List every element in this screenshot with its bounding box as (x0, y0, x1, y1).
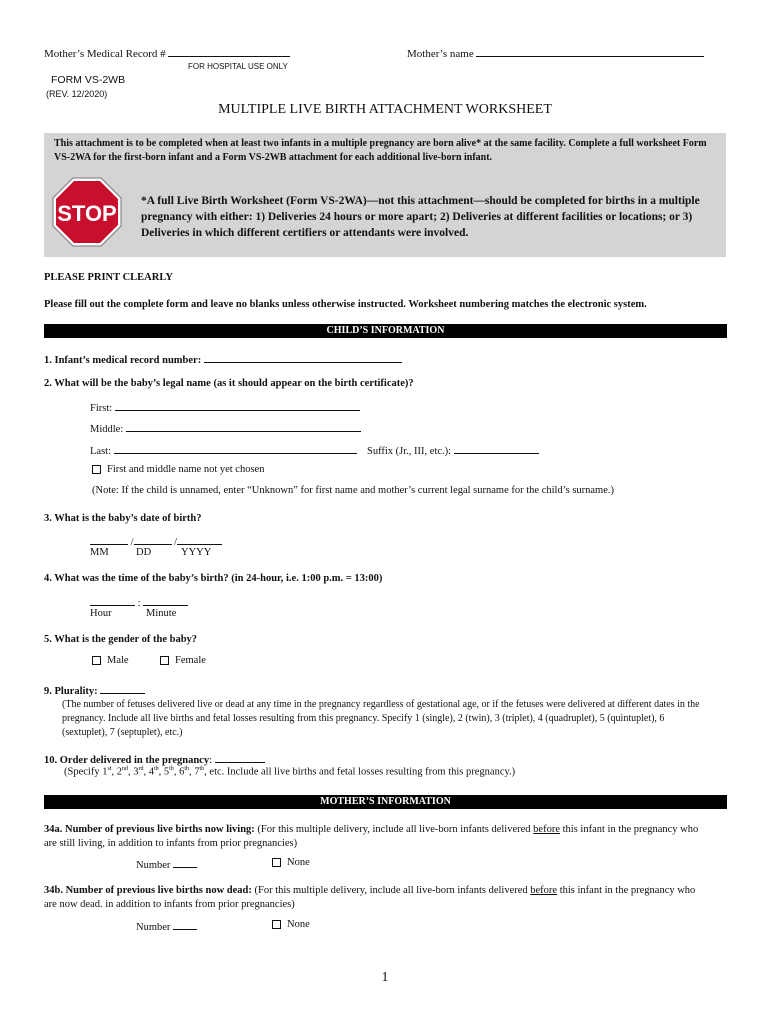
time-fields: : (90, 595, 188, 609)
notice-intro: This attachment is to be completed when at least two infants in a multiple pregnancy are born alive* at the same facility. Complete a full worksheet Form VS-2WA for the first-born infant and a Form VS-2WB attachment for each additional live-born infant. (54, 138, 707, 163)
plurality-help: (The number of fetuses delivered live or dead at any time in the pregnancy regardless of gestational age, or if the fetuses were delivered at different dates in the pregnancy. Include all live births and fetal losses resulting from this pregnancy. Specify 1 (single), 2 (twin), 3 (triplet), 4 (quadruplet), 5 (quintuplet), 6 (sextuplet), 7 (septuplet), etc.) (62, 699, 700, 738)
q34a-text: 34a. Number of previous live births now living: (For this multiple delivery, include all live-born infants delivered before this infant in the pregnancy who are still living, in addition to infants from prior pregnancies) (44, 824, 699, 849)
infant-record-number-field[interactable] (204, 352, 402, 363)
suffix-field[interactable] (454, 443, 539, 454)
q10-label: 10. Order delivered in the pregnancy: (44, 752, 265, 766)
q34b-number-field[interactable] (173, 919, 197, 930)
q34a-none-option: None (272, 857, 310, 868)
page-number: 1 (381, 970, 389, 985)
q2-label: 2. What will be the baby’s legal name (as it should appear on the birth certificate)? (44, 378, 414, 389)
stop-sign-text: STOP (57, 201, 117, 226)
q34b-none-option: None (272, 919, 310, 930)
not-chosen-checkbox[interactable] (92, 465, 101, 474)
q34b-number-row: Number (136, 919, 197, 933)
date-day-caption: DD (136, 547, 152, 558)
male-checkbox[interactable] (92, 656, 101, 665)
mother-section-heading: MOTHER’S INFORMATION (44, 795, 727, 809)
gender-male-option: Male (92, 655, 129, 666)
stop-sign-icon (51, 176, 123, 248)
birth-hour-field[interactable] (90, 595, 135, 606)
birth-day-field[interactable] (134, 534, 172, 545)
medical-record-label: Mother’s Medical Record # (44, 46, 290, 60)
q3-label: 3. What is the baby’s date of birth? (44, 513, 202, 524)
medical-record-field[interactable] (168, 46, 290, 57)
form-revision: (REV. 12/2020) (46, 89, 108, 99)
suffix-row: Suffix (Jr., III, etc.): (367, 443, 539, 457)
birth-year-field[interactable] (177, 534, 222, 545)
order-help: (Specify 1st, 2nd, 3rd, 4th, 5th, 6th, 7th, etc. Include all live births and fetal losses resulting from this pregnancy.) (64, 766, 516, 778)
form-id: FORM VS-2WB (51, 74, 126, 86)
page-title: MULTIPLE LIVE BIRTH ATTACHMENT WORKSHEET (218, 102, 552, 117)
gender-female-option: Female (160, 655, 206, 666)
q34a-number-row: Number (136, 857, 197, 871)
time-minute-caption: Minute (146, 608, 177, 619)
birth-month-field[interactable] (90, 534, 128, 545)
print-clearly: PLEASE PRINT CLEARLY (44, 272, 173, 283)
plurality-field[interactable] (100, 683, 145, 694)
hospital-use-note: FOR HOSPITAL USE ONLY (188, 62, 288, 71)
q34a-none-checkbox[interactable] (272, 858, 281, 867)
female-checkbox[interactable] (160, 656, 169, 665)
last-name-row: Last: (90, 443, 357, 457)
child-section-heading: CHILD’S INFORMATION (44, 324, 727, 338)
fill-out-instructions: Please fill out the complete form and leave no blanks unless otherwise instructed. Worksheet numbering matches the electronic system. (44, 299, 647, 310)
q34b-none-checkbox[interactable] (272, 920, 281, 929)
date-month-caption: MM (90, 547, 109, 558)
q4-label: 4. What was the time of the baby’s birth? (in 24-hour, i.e. 1:00 p.m. = 13:00) (44, 573, 383, 584)
time-hour-caption: Hour (90, 608, 112, 619)
last-name-field[interactable] (114, 443, 357, 454)
first-name-field[interactable] (115, 400, 360, 411)
q5-label: 5. What is the gender of the baby? (44, 634, 198, 645)
date-fields: / / (90, 534, 222, 548)
q9-label: 9. Plurality: (44, 683, 145, 697)
birth-minute-field[interactable] (143, 595, 188, 606)
not-chosen-row: First and middle name not yet chosen (92, 464, 264, 475)
first-name-row: First: (90, 400, 360, 414)
notice-warning: *A full Live Birth Worksheet (Form VS-2WA)—not this attachment—should be completed for births in a multiple pregnancy with either: 1) Deliveries 24 hours or more apart; 2) Deliveries at different facilities or locations; or 3) Deliveries in which different certifiers or attendants were involved. (141, 195, 700, 239)
middle-name-field[interactable] (126, 421, 361, 432)
unnamed-note: (Note: If the child is unnamed, enter “Unknown” for first name and mother’s current legal surname for the child’s surname.) (92, 485, 615, 496)
q34a-number-field[interactable] (173, 857, 197, 868)
q34b-text: 34b. Number of previous live births now dead: (For this multiple delivery, include all live-born infants delivered before this infant in the pregnancy who are now dead. in addition to infants from prior pregnancies) (44, 885, 696, 910)
order-delivered-field[interactable] (215, 752, 265, 763)
mothers-name-field[interactable] (476, 46, 704, 57)
q1-label: 1. Infant’s medical record number: (44, 352, 402, 366)
mothers-name-label: Mother’s name (407, 46, 704, 60)
date-year-caption: YYYY (181, 547, 212, 558)
middle-name-row: Middle: (90, 421, 361, 435)
